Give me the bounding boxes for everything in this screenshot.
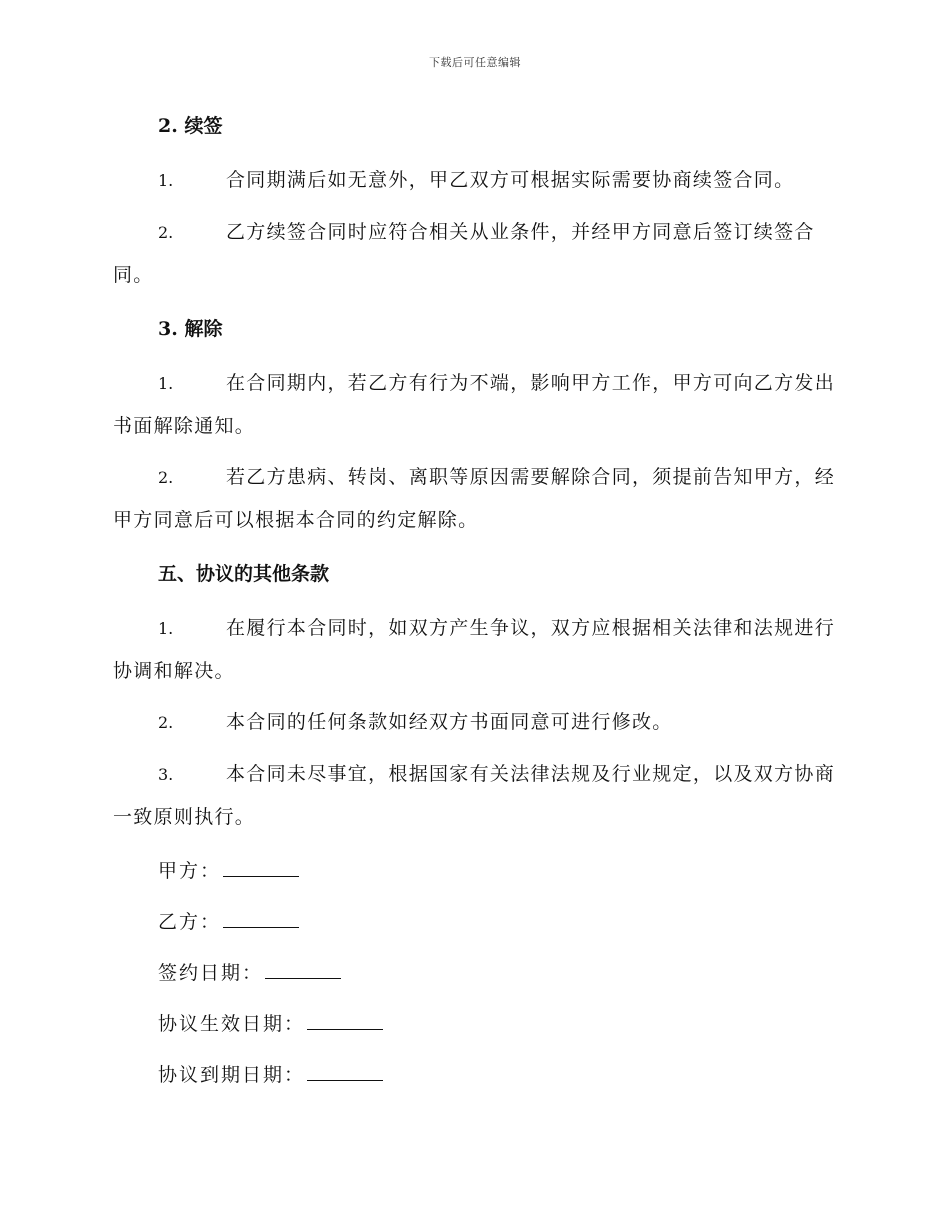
clause-text: 合同期满后如无意外，甲乙双方可根据实际需要协商续签合同。 xyxy=(226,169,795,191)
section-heading-other-terms: 五、协议的其他条款 xyxy=(158,563,330,585)
clause-text: 本合同未尽事宜，根据国家有关法律法规及行业规定，以及双方协商一致原则执行。 xyxy=(113,763,836,828)
clause-renewal-2 xyxy=(113,211,835,296)
signature-effective-date xyxy=(113,1008,835,1040)
clause-number: 2. xyxy=(158,713,174,732)
clause-number: 2. xyxy=(158,468,174,487)
signature-party-a xyxy=(113,855,835,887)
document-body xyxy=(113,110,835,1091)
signature-blank-line xyxy=(223,856,299,877)
clause-number: 1. xyxy=(158,171,174,190)
clause-text: 在履行本合同时，如双方产生争议，双方应根据相关法律和法规进行协调和解决。 xyxy=(113,617,836,682)
clause-number: 1. xyxy=(158,374,174,393)
signature-blank-line xyxy=(265,958,341,979)
signature-label: 乙方： xyxy=(158,911,222,933)
section-heading-termination: 3. 解除 xyxy=(158,318,223,340)
clause-number: 2. xyxy=(158,223,174,242)
clause-other-2 xyxy=(113,701,835,744)
signature-label: 协议生效日期： xyxy=(158,1013,306,1035)
clause-number: 3. xyxy=(158,765,174,784)
clause-termination-2 xyxy=(113,456,835,541)
signature-label: 签约日期： xyxy=(158,962,264,984)
page-header: 下载后可任意编辑 xyxy=(429,56,521,69)
clause-number: 1. xyxy=(158,619,174,638)
clause-text: 若乙方患病、转岗、离职等原因需要解除合同，须提前告知甲方，经甲方同意后可以根据本合同的约定解除。 xyxy=(113,466,836,531)
clause-other-3 xyxy=(113,753,835,838)
signature-label: 甲方： xyxy=(158,860,222,882)
clause-other-1 xyxy=(113,607,835,692)
signature-label: 协议到期日期： xyxy=(158,1064,306,1086)
clause-text: 乙方续签合同时应符合相关从业条件，并经甲方同意后签订续签合同。 xyxy=(113,221,815,286)
section-heading-renewal: 2. 续签 xyxy=(158,115,223,137)
signature-party-b xyxy=(113,906,835,938)
signature-expiry-date xyxy=(113,1059,835,1091)
clause-renewal-1 xyxy=(113,159,835,202)
signature-sign-date xyxy=(113,957,835,989)
clause-text: 本合同的任何条款如经双方书面同意可进行修改。 xyxy=(226,711,673,733)
signature-blank-line xyxy=(307,1009,383,1030)
signature-blank-line xyxy=(307,1060,383,1081)
clause-termination-1 xyxy=(113,362,835,447)
signature-blank-line xyxy=(223,907,299,928)
clause-text: 在合同期内，若乙方有行为不端，影响甲方工作，甲方可向乙方发出书面解除通知。 xyxy=(113,372,836,437)
